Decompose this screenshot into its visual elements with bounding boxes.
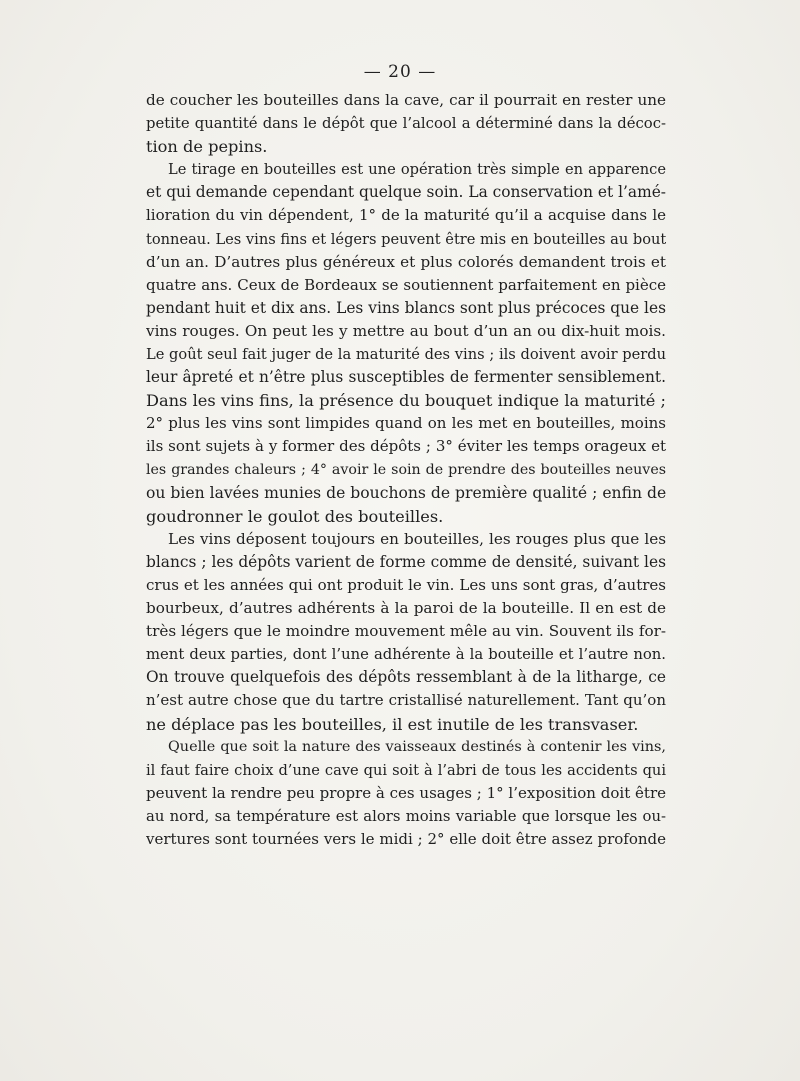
text-line: vertures sont tournées vers le midi ; 2° elle doit être assez profonde — [146, 830, 666, 848]
text-line: quatre ans. Ceux de Bordeaux se soutiennent parfaitement en pièce — [146, 275, 666, 294]
text-line: lioration du vin dépendent, 1° de la maturité qu’il a acquise dans le — [146, 206, 666, 225]
text-line: peuvent la rendre peu propre à ces usages ; 1° l’exposition doit être — [146, 783, 666, 802]
text-line: crus et les années qui ont produit le vin. Les uns sont gras, d’autres — [146, 575, 666, 594]
text-line: il faut faire choix d’une cave qui soit à l’abri de tous les accidents qui — [146, 761, 666, 779]
text-line: Quelle que soit la nature des vaisseaux destinés à contenir les vins, — [168, 738, 666, 755]
text-line: tion de pepins. — [146, 137, 268, 157]
text-line: au nord, sa température est alors moins variable que lorsque les ou- — [146, 807, 666, 825]
text-line: petite quantité dans le dépôt que l’alcool a déterminé dans la décoc- — [146, 115, 666, 133]
text-line: de coucher les bouteilles dans la cave, car il pourrait en rester une — [146, 91, 666, 109]
text-line: vins rouges. On peut les y mettre au bout d’un an ou dix-huit mois. — [146, 321, 666, 340]
text-line: tonneau. Les vins fins et légers peuvent être mis en bouteilles au bout — [146, 230, 666, 248]
text-line: ils sont sujets à y former des dépôts ; 3° éviter les temps orageux et — [146, 437, 666, 456]
text-line: blancs ; les dépôts varient de forme comme de densité, suivant les — [146, 552, 666, 571]
text-line: ou bien lavées munies de bouchons de première qualité ; enfin de — [146, 483, 666, 502]
text-line: Le goût seul fait juger de la maturité des vins ; ils doivent avoir perdu — [146, 346, 666, 364]
text-line: n’est autre chose que du tartre cristallisé naturellement. Tant qu’on — [146, 691, 666, 710]
text-line: très légers que le moindre mouvement mêle au vin. Souvent ils for- — [146, 622, 666, 641]
text-line: leur âpreté et n’être plus susceptibles de fermenter sensiblement. — [146, 368, 666, 387]
text-line: et qui demande cependant quelque soin. La conservation et l’amé- — [146, 183, 666, 202]
text-line: On trouve quelquefois des dépôts ressemblant à de la litharge, ce — [146, 668, 666, 687]
text-line: 2° plus les vins sont limpides quand on les met en bouteilles, moins — [146, 414, 666, 433]
text-line: Le tirage en bouteilles est une opération très simple en apparence — [168, 161, 666, 179]
text-line: pendant huit et dix ans. Les vins blancs sont plus précoces que les — [146, 298, 666, 317]
text-line: Dans les vins fins, la présence du bouquet indique la maturité ; — [146, 391, 666, 411]
text-line: Les vins déposent toujours en bouteilles, les rouges plus que les — [168, 529, 666, 548]
text-line: d’un an. D’autres plus généreux et plus colorés demandent trois et — [146, 252, 666, 271]
text-line: ment deux parties, dont l’une adhérente à la bouteille et l’autre non. — [146, 646, 666, 664]
text-line: les grandes chaleurs ; 4° avoir le soin de prendre des bouteilles neuves — [146, 461, 666, 478]
page-number: — 20 — — [363, 62, 437, 82]
text-line: goudronner le goulot des bouteilles. — [146, 506, 444, 526]
body-text — [146, 89, 666, 851]
text-line: bourbeux, d’autres adhérents à la paroi de la bouteille. Il en est de — [146, 599, 666, 618]
text-line: ne déplace pas les bouteilles, il est inutile de les transvaser. — [146, 714, 639, 734]
